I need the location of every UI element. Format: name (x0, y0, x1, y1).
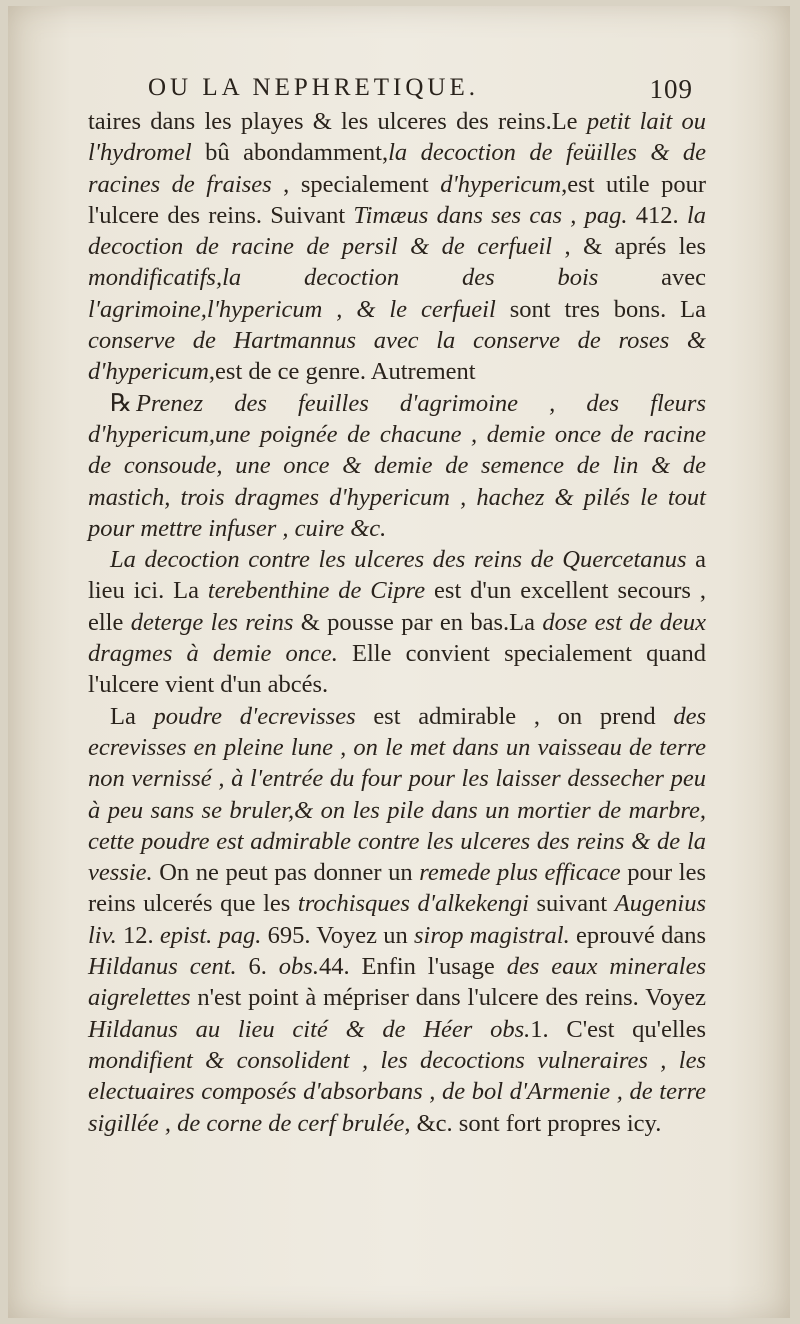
italic-text: mondifient & consolident , les decoctions vulneraires , les electuaires composés d'absorbans , de bol d'Armenie , de terre sigillée , de corne de cerf brulée (88, 1046, 706, 1137)
roman-text: On ne peut pas donner un (152, 859, 420, 887)
roman-text: 6. (236, 953, 279, 981)
italic-text: dose est de deux dragmes à demie once. (88, 608, 706, 668)
roman-text: a lieu ici. La (88, 546, 706, 605)
page-header (148, 74, 693, 110)
italic-text: Hildanus cent. (88, 953, 237, 981)
roman-text: n'est point à mépriser dans l'ulcere des reins. Voyez (190, 984, 706, 1012)
paragraph (88, 544, 706, 700)
roman-text: 1. C'est qu'elles (530, 1015, 706, 1043)
italic-text: obs. (278, 953, 319, 981)
page-number: 109 (649, 74, 693, 104)
roman-text: avec (598, 264, 706, 292)
italic-text: mondificatifs,la decoction des bois (88, 264, 599, 292)
roman-text: est d'un excellent secours , elle (88, 577, 706, 636)
roman-text: sont tres bons. La (495, 295, 706, 323)
roman-text: , &c. sont fort propres icy. (404, 1109, 662, 1137)
italic-text: petit lait ou l'hydromel (88, 108, 707, 167)
italic-text: Augenius liv. (88, 890, 706, 949)
italic-text: l'agrimoine,l'hypericum , & le cerfueil (88, 295, 496, 323)
roman-text: 412. (627, 201, 687, 229)
italic-text: epist. pag. (159, 921, 262, 949)
italic-text: sirop magistral. (413, 921, 570, 949)
recipe-symbol: ℞ (110, 389, 132, 417)
italic-text: deterge les reins (130, 608, 294, 636)
roman-text: 44. Enfin l'usage (318, 953, 507, 981)
roman-text: bû abondamment, (191, 139, 389, 167)
roman-text: & pousse par en bas.La (293, 608, 543, 636)
roman-text: taires dans les playes & les ulceres des reins.Le (88, 108, 587, 135)
italic-text: trochisques d'alkekengi (297, 890, 529, 918)
italic-text: d'hypericum (440, 170, 562, 198)
roman-text: pour les reins ulcerés que les (88, 859, 706, 918)
paragraph (88, 388, 706, 544)
roman-text: 695. Voyez un (261, 921, 414, 949)
roman-text: 12. (116, 921, 160, 949)
paragraph (88, 106, 706, 388)
roman-text: ,est utile pour l'ulcere des reins. Suivant (88, 170, 707, 229)
italic-text: la decoction de racine de persil & de cerfueil (88, 201, 706, 261)
italic-text: la decoction de feüilles & de racines de fraises (88, 139, 707, 198)
italic-text: Timæus dans ses cas , pag. (353, 201, 628, 229)
roman-text: La (110, 702, 154, 730)
running-title: OU LA NEPHRETIQUE. (148, 74, 480, 101)
italic-text: des eaux minerales aigrelettes (88, 953, 706, 1012)
italic-text: conserve de Hartmannus avec la conserve de roses & d'hypericum (88, 327, 706, 386)
body-text (88, 106, 706, 1139)
roman-text: , & aprés les (552, 233, 706, 261)
roman-text: suivant (528, 890, 615, 918)
italic-text: poudre d'ecrevisses (153, 702, 356, 730)
italic-text: terebenthine de Cipre (207, 577, 426, 605)
italic-text: Prenez des feuilles d'agrimoine , des fleurs d'hypericum,une poignée de chacune , demie once de racine de consoude, une once & demie de semence de lin & de mastich, trois dragmes d'hypericum , hachez & pilés le tout pour mettre infuser , cuire &c. (88, 389, 706, 542)
book-page (8, 6, 790, 1318)
roman-text: ,est de ce genre. Autrement (208, 358, 476, 386)
italic-text: remede plus efficace (419, 859, 621, 887)
roman-text: Elle convient specialement quand l'ulcere vient d'un abcés. (88, 640, 706, 699)
italic-text: La decoction contre les ulceres des reins de Quercetanus (110, 546, 687, 574)
paragraph (88, 701, 706, 1139)
roman-text: eprouvé dans (569, 921, 706, 949)
italic-text: des ecrevisses en pleine lune , on le met dans un vaisseau de terre non vernissé , à l'entrée du four pour les laisser dessecher peu à peu sans se bruler,& on les pile dans un mortier de marbre, cette poudre est admirable contre les ulceres des reins & de la vessie. (88, 702, 706, 887)
roman-text: est admirable , on prend (355, 702, 674, 730)
roman-text: , specialement (271, 170, 441, 198)
italic-text: Hildanus au lieu cité & de Héer obs. (88, 1015, 531, 1043)
